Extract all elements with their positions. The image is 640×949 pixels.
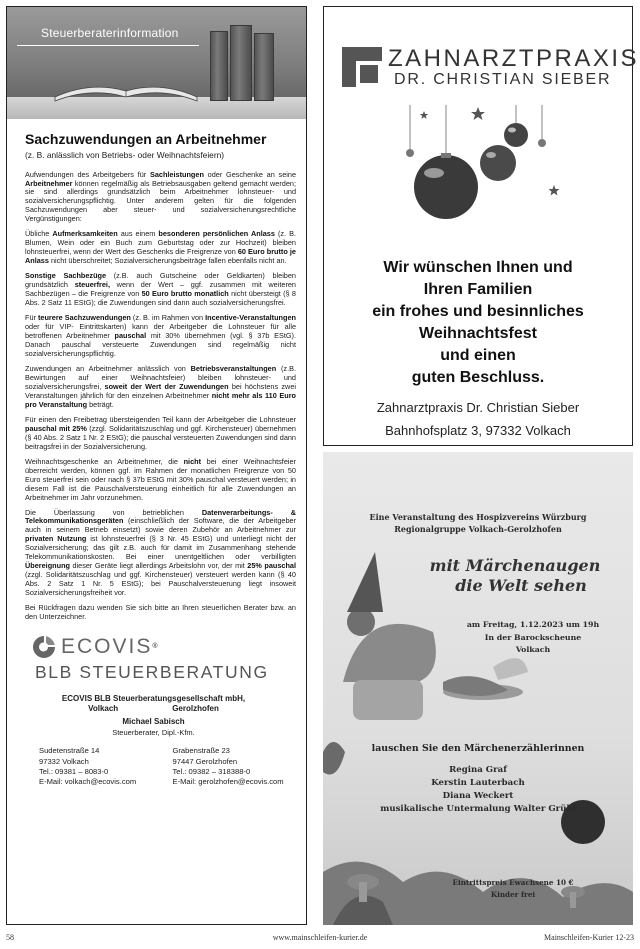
phone-line: Tel.: 09382 – 318388-0 (172, 766, 251, 776)
article-subtitle: (z. B. anlässlich von Betriebs- oder Weihnachtsfeiern) (25, 150, 225, 161)
address-gerolzhofen (173, 746, 297, 787)
greeting-line: Wir wünschen Ihnen und (383, 259, 573, 276)
event-title-line2: die Welt sehen (455, 576, 587, 595)
page-footer (0, 933, 640, 947)
practice-name: ZAHNARZTPRAXIS (388, 45, 640, 72)
greeting-line: Ihren Familien (423, 281, 533, 299)
company-name: ECOVIS BLB Steuerberatungsgesellschaft mbH, (61, 693, 246, 703)
event-intro: lauschen Sie den Märchenerzählerinnen (371, 743, 585, 754)
greeting-text (324, 257, 632, 389)
article-paragraph: Für teurere Sachzuwendungen (z. B. im Rahmen von Incentive-Veranstaltungen oder für VIP- Eintrittskarten) kann der Arbeitgeber die Lohnsteuer für alle betroffenen Arbeitnehmer pauschal mit 30% übernehmen (vgl. § 37b EStG). Danach pauschal versteuerte Zuwendungen sind regelmäßig nicht sozialversicherungspflichtig. (25, 313, 296, 358)
hero-divider (17, 45, 199, 46)
children-free: Kinder frei (490, 890, 536, 899)
event-title: mit Märchenaugen (429, 556, 601, 575)
issue-label: Mainschleifen-Kurier 12-23 (544, 933, 634, 942)
event-town: Volkach (515, 645, 551, 654)
blb-brand: BLB STEUERBERATUNG (35, 662, 269, 683)
admission-price: Eintrittspreis Ewachsene 10 € (452, 878, 574, 887)
christmas-ornaments-illustration (394, 105, 584, 235)
ecovis-brand: ECOVIS (61, 635, 153, 659)
article (7, 119, 306, 787)
website-link[interactable]: www.mainschleifen-kurier.de (272, 933, 368, 942)
storyteller-name: Kerstin Lauterbach (431, 778, 525, 788)
dental-practice-ad (323, 6, 640, 446)
dental-logo-icon (342, 47, 382, 87)
music-credit: musikalische Untermalung Walter Grübl (380, 804, 576, 814)
article-body (25, 171, 296, 623)
addresses (39, 746, 296, 787)
organizer-line: Eine Veranstaltung des Hospizvereins Würzburg (369, 512, 587, 522)
registered-mark: ® (152, 642, 158, 650)
storyteller-name: Regina Graf (449, 765, 507, 775)
hero-image (7, 7, 306, 119)
dentist-name: DR. CHRISTIAN SIEBER (394, 71, 612, 88)
article-paragraph: Zuwendungen an Arbeitnehmer anlässlich von Betriebsveranstaltungen (z.B. Bewirtungen auf einer Weihnachtsfeier) bleiben lohnsteuer- und sozialversicherungsfrei, soweit der Wert der Zuwendungen bei höchstens zwei Veranstaltungen jährlich für den einzelnen Arbeitnehmer nicht mehr als 110 Euro pro Veranstaltung beträgt. (25, 363, 297, 409)
phone-line: Tel.: 09381 – 8083-0 (39, 766, 109, 776)
greeting-line: guten Beschluss. (411, 369, 545, 387)
article-title: Sachzuwendungen an Arbeitnehmer (25, 131, 267, 147)
greeting-line: und einen (440, 347, 516, 365)
article-paragraph: Aufwendungen des Arbeitgebers für Sachleistungen oder Geschenke an seine Arbeitnehmer können regelmäßig als Betriebsausgaben geltend gemacht werden; sie sind allerdings grundsätzlich beim Arbeitnehmer lohnsteuer- und sozialversicherungspflichtig. Unter anderem gelten für die folgenden Sachzuwendungen aber steuer- und sozialversicherungsrechtliche Vergünstigungen: (25, 169, 296, 224)
practice-footer-address: Bahnhofsplatz 3, 97332 Volkach (385, 423, 571, 438)
event-venue: In der Barockscheune (484, 633, 582, 642)
storytelling-event-ad (323, 452, 633, 925)
advisor-role: Steuerberater, Dipl.-Kfm. (112, 728, 195, 738)
fairytale-illustration (323, 452, 633, 925)
address-line: Grabenstraße 23 (172, 746, 230, 756)
event-date: am Freitag, 1.12.2023 um 19h (466, 620, 600, 629)
tax-advisor-ad (6, 6, 307, 925)
organizer-group: Regionalgruppe Volkach-Gerolzhofen (394, 524, 562, 534)
address-line: 97332 Volkach (39, 756, 89, 766)
city-volkach: Volkach (88, 704, 119, 714)
hero-label: Steuerberaterinformation (41, 26, 179, 40)
email-link[interactable]: E-Mail: gerolzhofen@ecovis.com (172, 777, 284, 787)
books-illustration (210, 25, 276, 101)
email-link[interactable]: E-Mail: volkach@ecovis.com (39, 777, 137, 787)
city-gerolzhofen: Gerolzhofen (172, 704, 219, 714)
article-paragraph: Weihnachtsgeschenke an Arbeitnehmer, die nicht bei einer Weihnachtsfeier überreicht werden, können ggf. im Rahmen der monatlichen Freigrenze von 50 Euro steuerfrei sein oder nach § 37b EStG mit 30% pauschal versteuert werden; in diesem Fall ist die Pauschalversteuerung einheitlich für alle Zuwendungen an Arbeitnehmer im Jahr vorzunehmen. (25, 456, 296, 502)
greeting-line: Weihnachtsfest (419, 325, 537, 343)
ecovis-logo-block (31, 634, 296, 787)
practice-footer-name: Zahnarztpraxis Dr. Christian Sieber (376, 400, 580, 415)
storyteller-name: Diana Weckert (442, 791, 514, 801)
advisor-name: Michael Sabisch (122, 717, 185, 727)
address-line: Sudetenstraße 14 (39, 746, 100, 756)
article-paragraph: Die Überlassung von betrieblichen Datenverarbeitungs- & Telekommunikationsgeräten (einschließlich der Software, die der Arbeitgeber auch in seinem Betrieb einsetzt) sowie deren Zubehör an Arbeitnehmer zur privaten Nutzung ist lohnsteuerfrei (§ 3 Nr. 45 EStG) und unterliegt nicht der Sozialversicherung; das gilt z.B. auch für damit im Zusammenhang stehende Telekommunikationskosten. Bei einer unentgeltlichen oder verbilligten Übereignung dieser Geräte liegt allerdings Arbeitslohn vor, der mit 25% pauschal (zzgl. Solidaritätszuschlag und ggf. Kirchensteuer) versteuert werden kann (§ 40 Abs. 2 Satz 1 Nr. 5 EStG); bei Pauschalversteuerung liegt insoweit Sozialversicherungsfreiheit vor. (25, 507, 296, 598)
open-book-illustration (51, 77, 201, 103)
article-paragraph: Sonstige Sachbezüge (z.B. auch Gutscheine oder Geldkarten) bleiben grundsätzlich steuerfrei, wenn der Wert – ggf. zusammen mit weiteren Sachbezügen – die Freigrenze von 50 Euro brutto monatlich nicht übersteigt (§ 8 Abs. 2 Satz 11 EStG); die Zuwendungen sind dann auch sozialversicherungsfrei. (25, 271, 296, 308)
address-line: 97447 Gerolzhofen (172, 756, 238, 766)
article-paragraph: Für einen den Freibetrag übersteigenden Teil kann der Arbeitgeber die Lohnsteuer pauschal mit 25% (zzgl. Solidaritätszuschlag und ggf. Kirchensteuer) übernehmen (§ 40 Abs. 2 Satz 1 Nr. 2 EStG); die pauschal versteuerten Zuwendungen sind dann beitragsfrei in der Sozialversicherung. (25, 414, 296, 451)
company-cities (31, 704, 296, 714)
article-paragraph: Übliche Aufmerksamkeiten aus einem besonderen persönlichen Anlass (z. B. Blumen, Wein oder ein Buch zum Geburtstag oder zur Hochzeit) bleiben lohnsteuerfrei, wenn der Wert des Geschenks die Freigrenze von 60 Euro brutto je Anlass nicht überschreitet; Sozialversicherungsbeiträge fallen ebenfalls nicht an. (25, 229, 296, 266)
address-volkach (39, 746, 163, 787)
page-number: 58 (6, 933, 14, 942)
greeting-line: ein frohes und besinnliches (372, 303, 584, 321)
article-paragraph: Bei Rückfragen dazu wenden Sie sich bitte an Ihren steuerlichen Berater bzw. an den Unterzeichner. (25, 603, 296, 622)
ecovis-logo-icon (31, 634, 57, 660)
